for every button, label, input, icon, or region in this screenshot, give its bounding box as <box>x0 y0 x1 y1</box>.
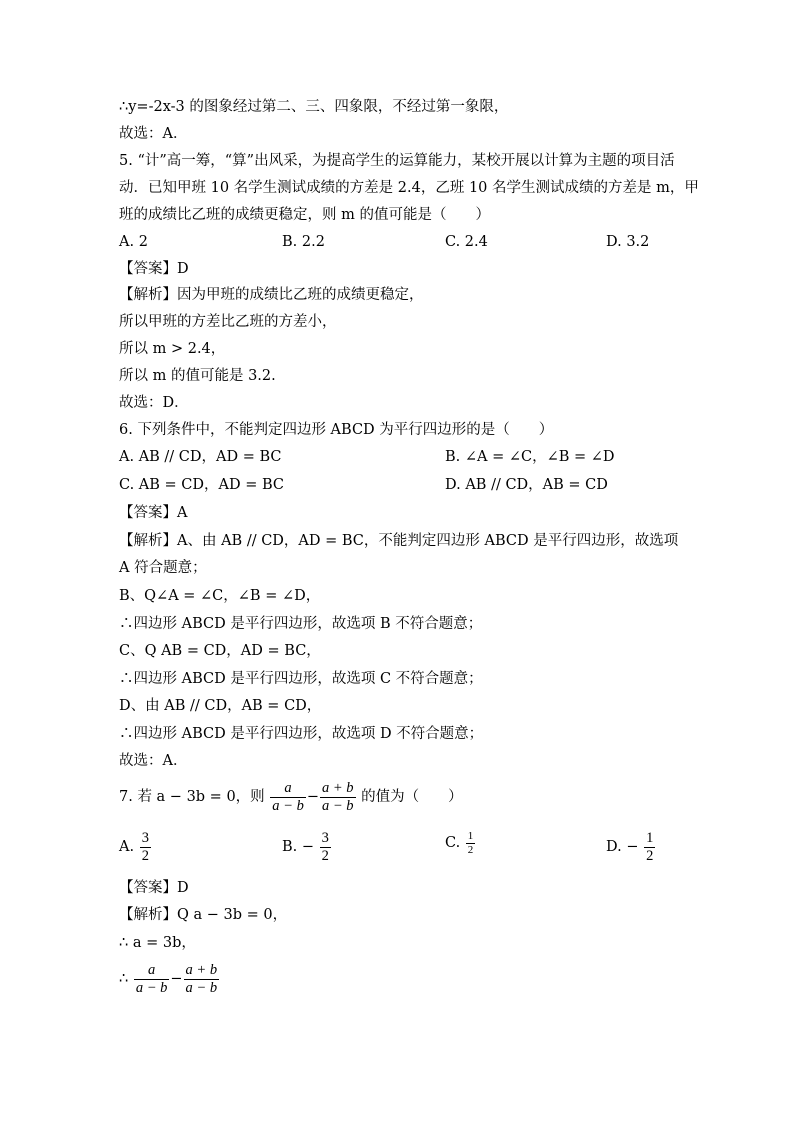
q7-option-a <box>119 830 152 864</box>
q7-analysis-expression <box>119 962 220 996</box>
q4-conclusion-line: ∴y=-2x-3 的图象经过第二、三、四象限，不经过第一象限， <box>119 99 509 115</box>
q6-option-d: D. AB // CD，AB = CD <box>445 477 608 493</box>
fraction-numerator: a <box>270 780 306 798</box>
fraction-denominator: a − b <box>321 797 354 814</box>
q5-answer: 【答案】D <box>119 261 189 277</box>
option-letter: D. <box>606 839 622 856</box>
q7-fraction-1 <box>270 780 306 814</box>
fraction-denominator: 2 <box>141 847 149 864</box>
q7-analysis-line: 【解析】Q a − 3b = 0， <box>119 907 288 923</box>
q5-stem-line-2: 动．已知甲班 10 名学生测试成绩的方差是 2.4，乙班 10 名学生测试成绩的方差是 m，甲 <box>119 180 699 196</box>
fraction-denominator: a − b <box>185 979 218 996</box>
q6-analysis-line: A 符合题意； <box>119 560 207 576</box>
fraction-denominator: 2 <box>646 847 654 864</box>
q6-stem: 6. 下列条件中，不能判定四边形 ABCD 为平行四边形的是（ ） <box>119 422 554 438</box>
fraction-denominator: 2 <box>467 843 474 856</box>
fraction-numerator: a <box>134 962 170 980</box>
q6-answer: 【答案】A <box>119 505 188 521</box>
q7-fraction-2 <box>320 780 356 814</box>
q5-analysis-line: 故选：D． <box>119 395 189 411</box>
q5-analysis-line: 所以 m > 2.4， <box>119 341 226 357</box>
q6-option-b: B. ∠A = ∠C，∠B = ∠D <box>445 449 615 465</box>
therefore-symbol: ∴ <box>119 971 129 988</box>
option-fraction <box>466 830 476 856</box>
q5-option-b: B. 2.2 <box>282 234 325 250</box>
q4-choice-line: 故选：A． <box>119 126 188 142</box>
fraction-numerator: 3 <box>141 830 149 846</box>
option-fraction <box>320 830 331 864</box>
q7-stem-suffix: 的值为（ ） <box>361 789 463 806</box>
q6-analysis-line: C、Q AB = CD，AD = BC， <box>119 643 321 659</box>
q5-stem-line-3: 班的成绩比乙班的成绩更稳定，则 m 的值可能是（ ） <box>119 207 490 223</box>
q6-analysis-line: 故选：A． <box>119 753 188 769</box>
fraction-denominator: 2 <box>321 847 329 864</box>
q5-stem-line-1: 5. “计”高一筹，“算”出风采，为提高学生的运算能力，某校开展以计算为主题的项目活 <box>119 153 675 169</box>
fraction-denominator: a − b <box>272 797 304 814</box>
q6-analysis-line: 【解析】A、由 AB // CD，AD = BC，不能判定四边形 ABCD 是平行四边形，故选项 <box>119 533 679 549</box>
q6-option-a: A. AB // CD，AD = BC <box>119 449 282 465</box>
option-letter: B. <box>282 839 298 856</box>
option-letter: A. <box>119 839 135 856</box>
q7-analysis-line: ∴ a = 3b， <box>119 935 196 951</box>
q7-answer: 【答案】D <box>119 880 189 896</box>
fraction-numerator: a + b <box>321 780 354 796</box>
minus-sign: − <box>306 789 319 806</box>
fraction-numerator: a + b <box>185 962 218 978</box>
q5-option-d: D. 3.2 <box>606 234 650 250</box>
q5-option-c: C. 2.4 <box>445 234 488 250</box>
fraction-numerator: 1 <box>646 830 654 846</box>
q6-option-c: C. AB = CD，AD = BC <box>119 477 284 493</box>
q7-option-c <box>445 830 476 856</box>
option-letter: C. <box>445 835 461 852</box>
q7-option-d <box>606 830 656 864</box>
q7-stem <box>119 780 463 814</box>
q5-analysis-line: 所以甲班的方差比乙班的方差小， <box>119 314 337 330</box>
q7-analysis-fraction-1 <box>134 962 170 996</box>
q5-analysis-line: 所以 m 的值可能是 3.2. <box>119 368 276 384</box>
option-fraction <box>644 830 655 864</box>
q6-analysis-line: ∴四边形 ABCD 是平行四边形，故选项 D 不符合题意； <box>119 726 484 742</box>
fraction-numerator: 1 <box>467 830 474 842</box>
minus-sign: − <box>170 971 183 988</box>
q6-analysis-line: ∴四边形 ABCD 是平行四边形，故选项 B 不符合题意； <box>119 616 483 632</box>
q6-analysis-line: B、Q∠A = ∠C，∠B = ∠D， <box>119 588 321 604</box>
option-sign: − <box>626 839 639 856</box>
option-fraction <box>140 830 151 864</box>
q7-stem-prefix: 7. 若 a − 3b = 0，则 <box>119 789 265 806</box>
fraction-numerator: 3 <box>321 830 329 846</box>
q5-option-a: A. 2 <box>119 234 148 250</box>
q6-analysis-line: D、由 AB // CD，AB = CD， <box>119 698 322 714</box>
q7-analysis-fraction-2 <box>184 962 220 996</box>
q6-analysis-line: ∴四边形 ABCD 是平行四边形，故选项 C 不符合题意； <box>119 671 483 687</box>
option-sign: − <box>301 839 315 856</box>
q7-option-b <box>282 830 332 864</box>
q5-analysis-line: 【解析】因为甲班的成绩比乙班的成绩更稳定， <box>119 287 424 303</box>
fraction-denominator: a − b <box>135 979 168 996</box>
